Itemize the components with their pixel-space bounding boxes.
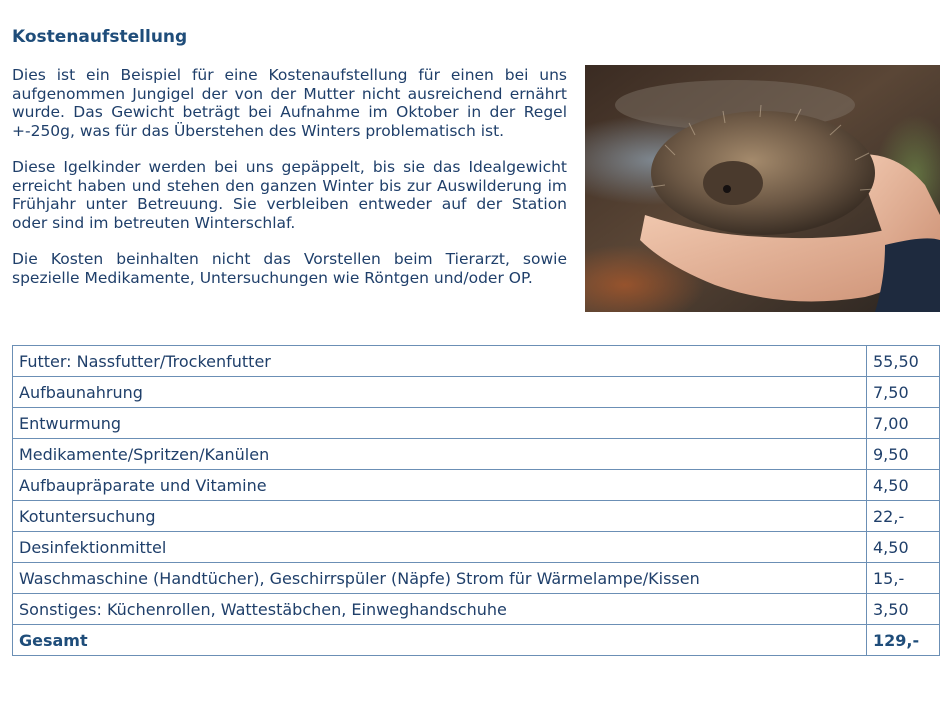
table-row bbox=[13, 594, 940, 625]
page-title: Kostenaufstellung bbox=[12, 27, 188, 47]
cost-amount: 7,00 bbox=[867, 408, 940, 439]
intro-paragraph: Die Kosten beinhalten nicht das Vorstellen beim Tierarzt, sowie spezielle Medikamente, Untersuchungen wie Röntgen und/oder OP. bbox=[12, 250, 567, 287]
cost-item: Medikamente/Spritzen/Kanülen bbox=[13, 439, 867, 470]
cost-item: Aufbaupräparate und Vitamine bbox=[13, 470, 867, 501]
cost-amount: 22,- bbox=[867, 501, 940, 532]
table-row bbox=[13, 563, 940, 594]
cost-amount: 4,50 bbox=[867, 532, 940, 563]
cost-item: Desinfektionmittel bbox=[13, 532, 867, 563]
table-row bbox=[13, 470, 940, 501]
intro-paragraph: Diese Igelkinder werden bei uns gepäppelt, bis sie das Idealgewicht erreicht haben und stehen den ganzen Winter bis zur Auswilderung im Frühjahr unter Betreuung. Sie verbleiben entweder auf der Station oder sind im betreuten Winterschlaf. bbox=[12, 158, 567, 232]
table-row bbox=[13, 501, 940, 532]
cost-amount: 15,- bbox=[867, 563, 940, 594]
table-row bbox=[13, 346, 940, 377]
cost-amount: 4,50 bbox=[867, 470, 940, 501]
table-row bbox=[13, 532, 940, 563]
cost-item: Entwurmung bbox=[13, 408, 867, 439]
cost-amount: 7,50 bbox=[867, 377, 940, 408]
cost-item: Sonstiges: Küchenrollen, Wattestäbchen, Einweghandschuhe bbox=[13, 594, 867, 625]
cost-item: Waschmaschine (Handtücher), Geschirrspüler (Näpfe) Strom für Wärmelampe/Kissen bbox=[13, 563, 867, 594]
cost-table bbox=[12, 345, 940, 656]
intro-text bbox=[12, 66, 567, 305]
cost-item: Kotuntersuchung bbox=[13, 501, 867, 532]
total-label: Gesamt bbox=[13, 625, 867, 656]
table-row bbox=[13, 377, 940, 408]
cost-amount: 9,50 bbox=[867, 439, 940, 470]
cost-amount: 55,50 bbox=[867, 346, 940, 377]
table-row bbox=[13, 408, 940, 439]
cost-item: Futter: Nassfutter/Trockenfutter bbox=[13, 346, 867, 377]
cost-amount: 3,50 bbox=[867, 594, 940, 625]
cost-item: Aufbaunahrung bbox=[13, 377, 867, 408]
total-amount: 129,- bbox=[867, 625, 940, 656]
hedgehog-photo bbox=[585, 65, 940, 312]
intro-paragraph: Dies ist ein Beispiel für eine Kostenaufstellung für einen bei uns aufgenommen Jungigel der von der Mutter nicht ausreichend ernährt wurde. Das Gewicht beträgt bei Aufnahme im Oktober in der Regel +-250g, was für das Überstehen des Winters problematisch ist. bbox=[12, 66, 567, 140]
total-row bbox=[13, 625, 940, 656]
table-row bbox=[13, 439, 940, 470]
